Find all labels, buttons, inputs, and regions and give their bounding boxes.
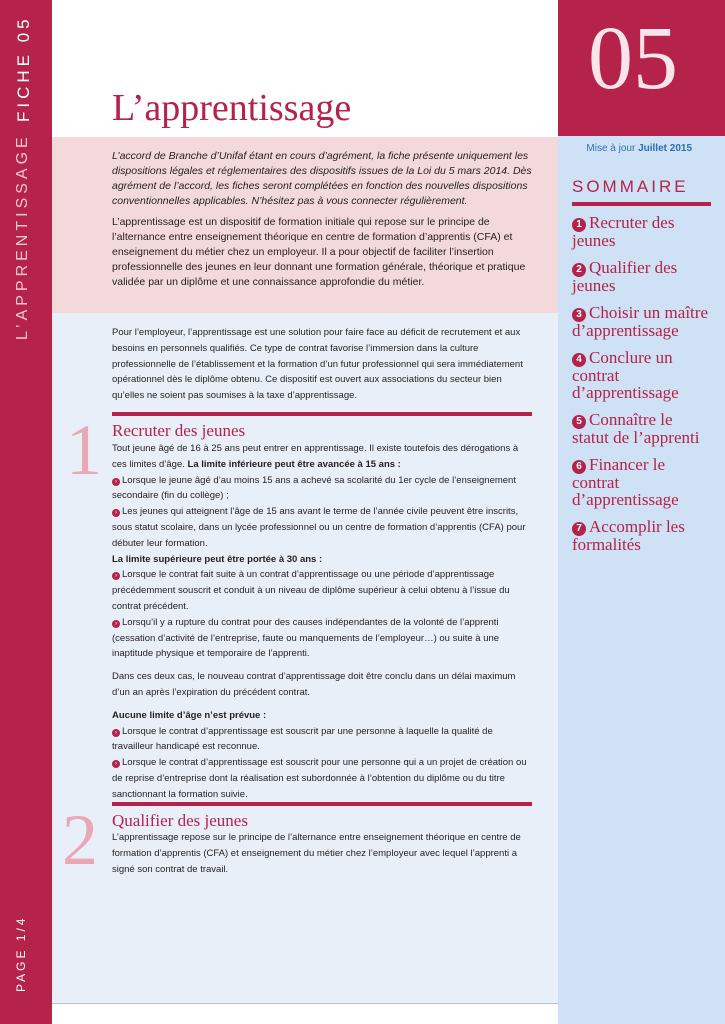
bullet-text: Lorsque le jeune âgé d’au moins 15 ans a achevé sa scolarité du 1er cycle de l’enseignement secondaire (fin du collège) ;: [112, 474, 516, 502]
upper-items: [112, 569, 510, 659]
section1-title: Recruter des jeunes: [112, 421, 246, 440]
intro-body: L’apprentissage est un dispositif de formation initiale qui repose sur le principe de l’alternance entre enseignement théorique en centre de formation d’apprentis (CFA) et enseignement du métier chez un employeur. Il a pour objectif de faciliter l’insertion professionnelle des jeunes en leur donnant une formation générale, théorique et pratique validée par un diplôme et une connaissance approfondie du métier.: [112, 216, 526, 288]
sommaire-item-label: Accomplir les formalités: [572, 517, 685, 554]
intro-italic: L’accord de Branche d’Unifaf étant en cours d’agrément, la fiche présente uniquement les dispositions légales et réglementaires des dispositifs issues de la Loi du 5 mars 2014. Dès agrément de l’accord, les fiches seront complétées en fonction des nouvelles dispositions conventionnelles applicables. N’hésitez pas à vous connecter régulièrement.: [112, 150, 532, 207]
lower-items: [112, 475, 525, 549]
number-circle-icon: 7: [572, 522, 586, 536]
sommaire-rule: [572, 202, 711, 206]
section2-body: L’apprentissage repose sur le principe de l’alternance entre enseignement théorique en centre de formation d’apprentis (CFA) et enseignement du métier chez l’employeur avec lequel l’apprenti a signé son contrat de travail.: [112, 832, 521, 875]
arrow-bullet-icon: ›: [112, 729, 120, 737]
sommaire-item[interactable]: [572, 304, 712, 339]
employer-paragraph: Pour l’employeur, l’apprentissage est une solution pour faire face au déficit de recrutement et aux besoins en personnels qualifiés. Ce type de contrat favorise l’immersion dans la culture professionnelle de l’établissement et la formation d’un futur professionnel qui sera immédiatement opérationnel dès le diplôme obtenu. Ce dispositif est ouvert aux associations du secteur bien qu’elles ne soient pas soumises à la taxe d’apprentissage.: [112, 327, 523, 402]
update-value: Juillet 2015: [638, 143, 692, 154]
sommaire-item[interactable]: [572, 456, 712, 508]
number-circle-icon: 2: [572, 263, 586, 277]
fiche-number: 05: [588, 9, 678, 108]
arrow-bullet-icon: ›: [112, 572, 120, 580]
section2-number: 2: [62, 800, 98, 880]
lower-limit-heading: La limite inférieure peut être avancée à 15 ans :: [187, 458, 401, 470]
page-title: L’apprentissage: [112, 87, 352, 129]
bullet-text: Lorsque le contrat d’apprentissage est souscrit pour une personne qui a un projet de création ou de reprise d’entreprise dont la réalisation est subordonnée à l’obtention du diplôme ou du titre sanctionnant la formation suivie.: [112, 757, 527, 800]
bullet-text: Lorsque le contrat fait suite à un contrat d’apprentissage ou une période d’apprentissage précédemment souscrit et conduit à un niveau de diplôme supérieur à celui obtenu à l’issue du contrat précédent.: [112, 569, 510, 612]
update-prefix: Mise à jour: [586, 143, 636, 154]
sommaire-list: [572, 214, 712, 563]
number-circle-icon: 3: [572, 308, 586, 322]
upper-limit-heading: La limite supérieure peut être portée à 30 ans :: [112, 553, 323, 565]
sommaire-item-label: Choisir un maître d’apprentissage: [572, 303, 708, 340]
page-label: PAGE 1/4: [14, 915, 28, 992]
sommaire-item-label: Conclure un contrat d’apprentissage: [572, 348, 679, 402]
bullet-text: Lorsque le contrat d’apprentissage est souscrit par une personne à laquelle la qualité de travailleur handicapé est reconnue.: [112, 725, 493, 753]
section2-title: Qualifier des jeunes: [112, 811, 248, 830]
nolimit-items: [112, 726, 527, 800]
section1-body: [112, 441, 532, 803]
section2-rule: [112, 802, 532, 806]
section1-rule: [112, 412, 532, 416]
sommaire-item-label: Connaître le statut de l’apprenti: [572, 410, 700, 447]
sommaire-item[interactable]: [572, 214, 712, 249]
sommaire-item[interactable]: [572, 349, 712, 401]
number-circle-icon: 1: [572, 218, 586, 232]
sommaire-item[interactable]: [572, 411, 712, 446]
sommaire-title: SOMMAIRE: [572, 177, 689, 196]
no-limit-heading: Aucune limite d’âge n’est prévue :: [112, 709, 267, 721]
arrow-bullet-icon: ›: [112, 509, 120, 517]
arrow-bullet-icon: ›: [112, 760, 120, 768]
sommaire-item[interactable]: [572, 259, 712, 294]
section1-intro: Tout jeune âgé de 16 à 25 ans peut entrer en apprentissage. Il existe toutefois des dérogations à ces limites d’âge.: [112, 443, 519, 470]
sommaire-item-label: Recruter des jeunes: [572, 213, 675, 250]
number-circle-icon: 5: [572, 415, 586, 429]
fiche-label: FICHE 05: [14, 15, 33, 122]
theme-label: L’APPRENTISSAGE: [14, 133, 31, 340]
section1-number: 1: [66, 410, 102, 490]
arrow-bullet-icon: ›: [112, 478, 120, 486]
bullet-text: Lorsqu’il y a rupture du contrat pour des causes indépendantes de la volonté de l’apprenti (cessation d’activité de l’entreprise, faute ou manquements de l’employeur…) ou suite à une inaptitude physique et temporaire de l’apprenti.: [112, 616, 500, 660]
arrow-bullet-icon: ›: [112, 620, 120, 628]
bullet-text: Les jeunes qui atteignent l’âge de 15 ans avant le terme de l’année civile peuvent être inscrits, sous statut scolaire, dans un lycée professionnel ou un centre de formation d’apprentis (CFA) pour débuter leur formation.: [112, 506, 526, 549]
delay-text: Dans ces deux cas, le nouveau contrat d’apprentissage doit être conclu dans un délai maximum d’un an après l’expiration du précédent contrat.: [112, 671, 516, 698]
update-date: [558, 143, 692, 154]
bottom-rule: [52, 1003, 558, 1004]
number-circle-icon: 4: [572, 353, 586, 367]
number-circle-icon: 6: [572, 460, 586, 474]
sommaire-item-label: Qualifier des jeunes: [572, 258, 678, 295]
sommaire-item[interactable]: [572, 518, 712, 553]
sommaire-item-label: Financer le contrat d’apprentissage: [572, 455, 679, 509]
